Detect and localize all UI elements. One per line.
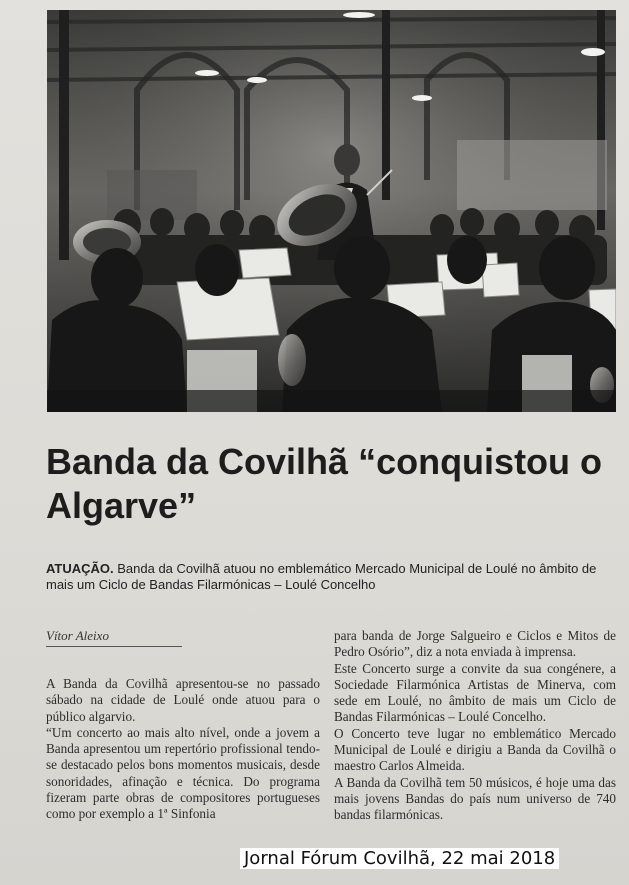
author-byline: Vítor Aleixo <box>46 628 182 647</box>
source-credit: Jornal Fórum Covilhã, 22 mai 2018 <box>240 848 559 869</box>
article-lead <box>46 561 616 593</box>
body-paragraph: Este Concerto surge a convite da sua congénere, a Sociedade Filarmónica Artistas de Minerva, com sede em Loulé, no âmbito de mais um Ciclo de Bandas Filarmónicas – Loulé Concelho. <box>334 660 616 725</box>
concert-photo <box>47 10 616 412</box>
body-paragraph: “Um concerto ao mais alto nível, onde a jovem a Banda apresentou um repertório profissional tendo-se destacado pelos bons momentos musicais, desde sonoridades, afinação e técnica. Do programa fizeram parte obras de compositores portugueses como por exemplo a 1ª Sinfonia <box>46 724 320 822</box>
body-paragraph: A Banda da Covilhã apresentou-se no passado sábado na cidade de Loulé onde atuou para o público algarvio. <box>46 676 320 724</box>
body-paragraph: para banda de Jorge Salgueiro e Ciclos e Mitos de Pedro Osório”, diz a nota enviada à imprensa. <box>334 628 616 660</box>
body-paragraph: A Banda da Covilhã tem 50 músicos, é hoje uma das mais jovens Bandas do país num universo de 740 bandas filarmónicas. <box>334 774 616 823</box>
lead-kicker: ATUAÇÃO. <box>46 561 114 576</box>
lead-text: Banda da Covilhã atuou no emblemático Mercado Municipal de Loulé no âmbito de mais um Ciclo de Bandas Filarmónicas – Loulé Concelho <box>46 561 597 592</box>
article-headline: Banda da Covilhã “conquistou o Algarve” <box>46 441 603 526</box>
body-paragraph: O Concerto teve lugar no emblemático Mercado Municipal de Loulé e dirigiu a Banda da Covilhã o maestro Carlos Almeida. <box>334 725 616 774</box>
body-column-left <box>46 676 320 823</box>
body-column-right <box>334 628 616 824</box>
